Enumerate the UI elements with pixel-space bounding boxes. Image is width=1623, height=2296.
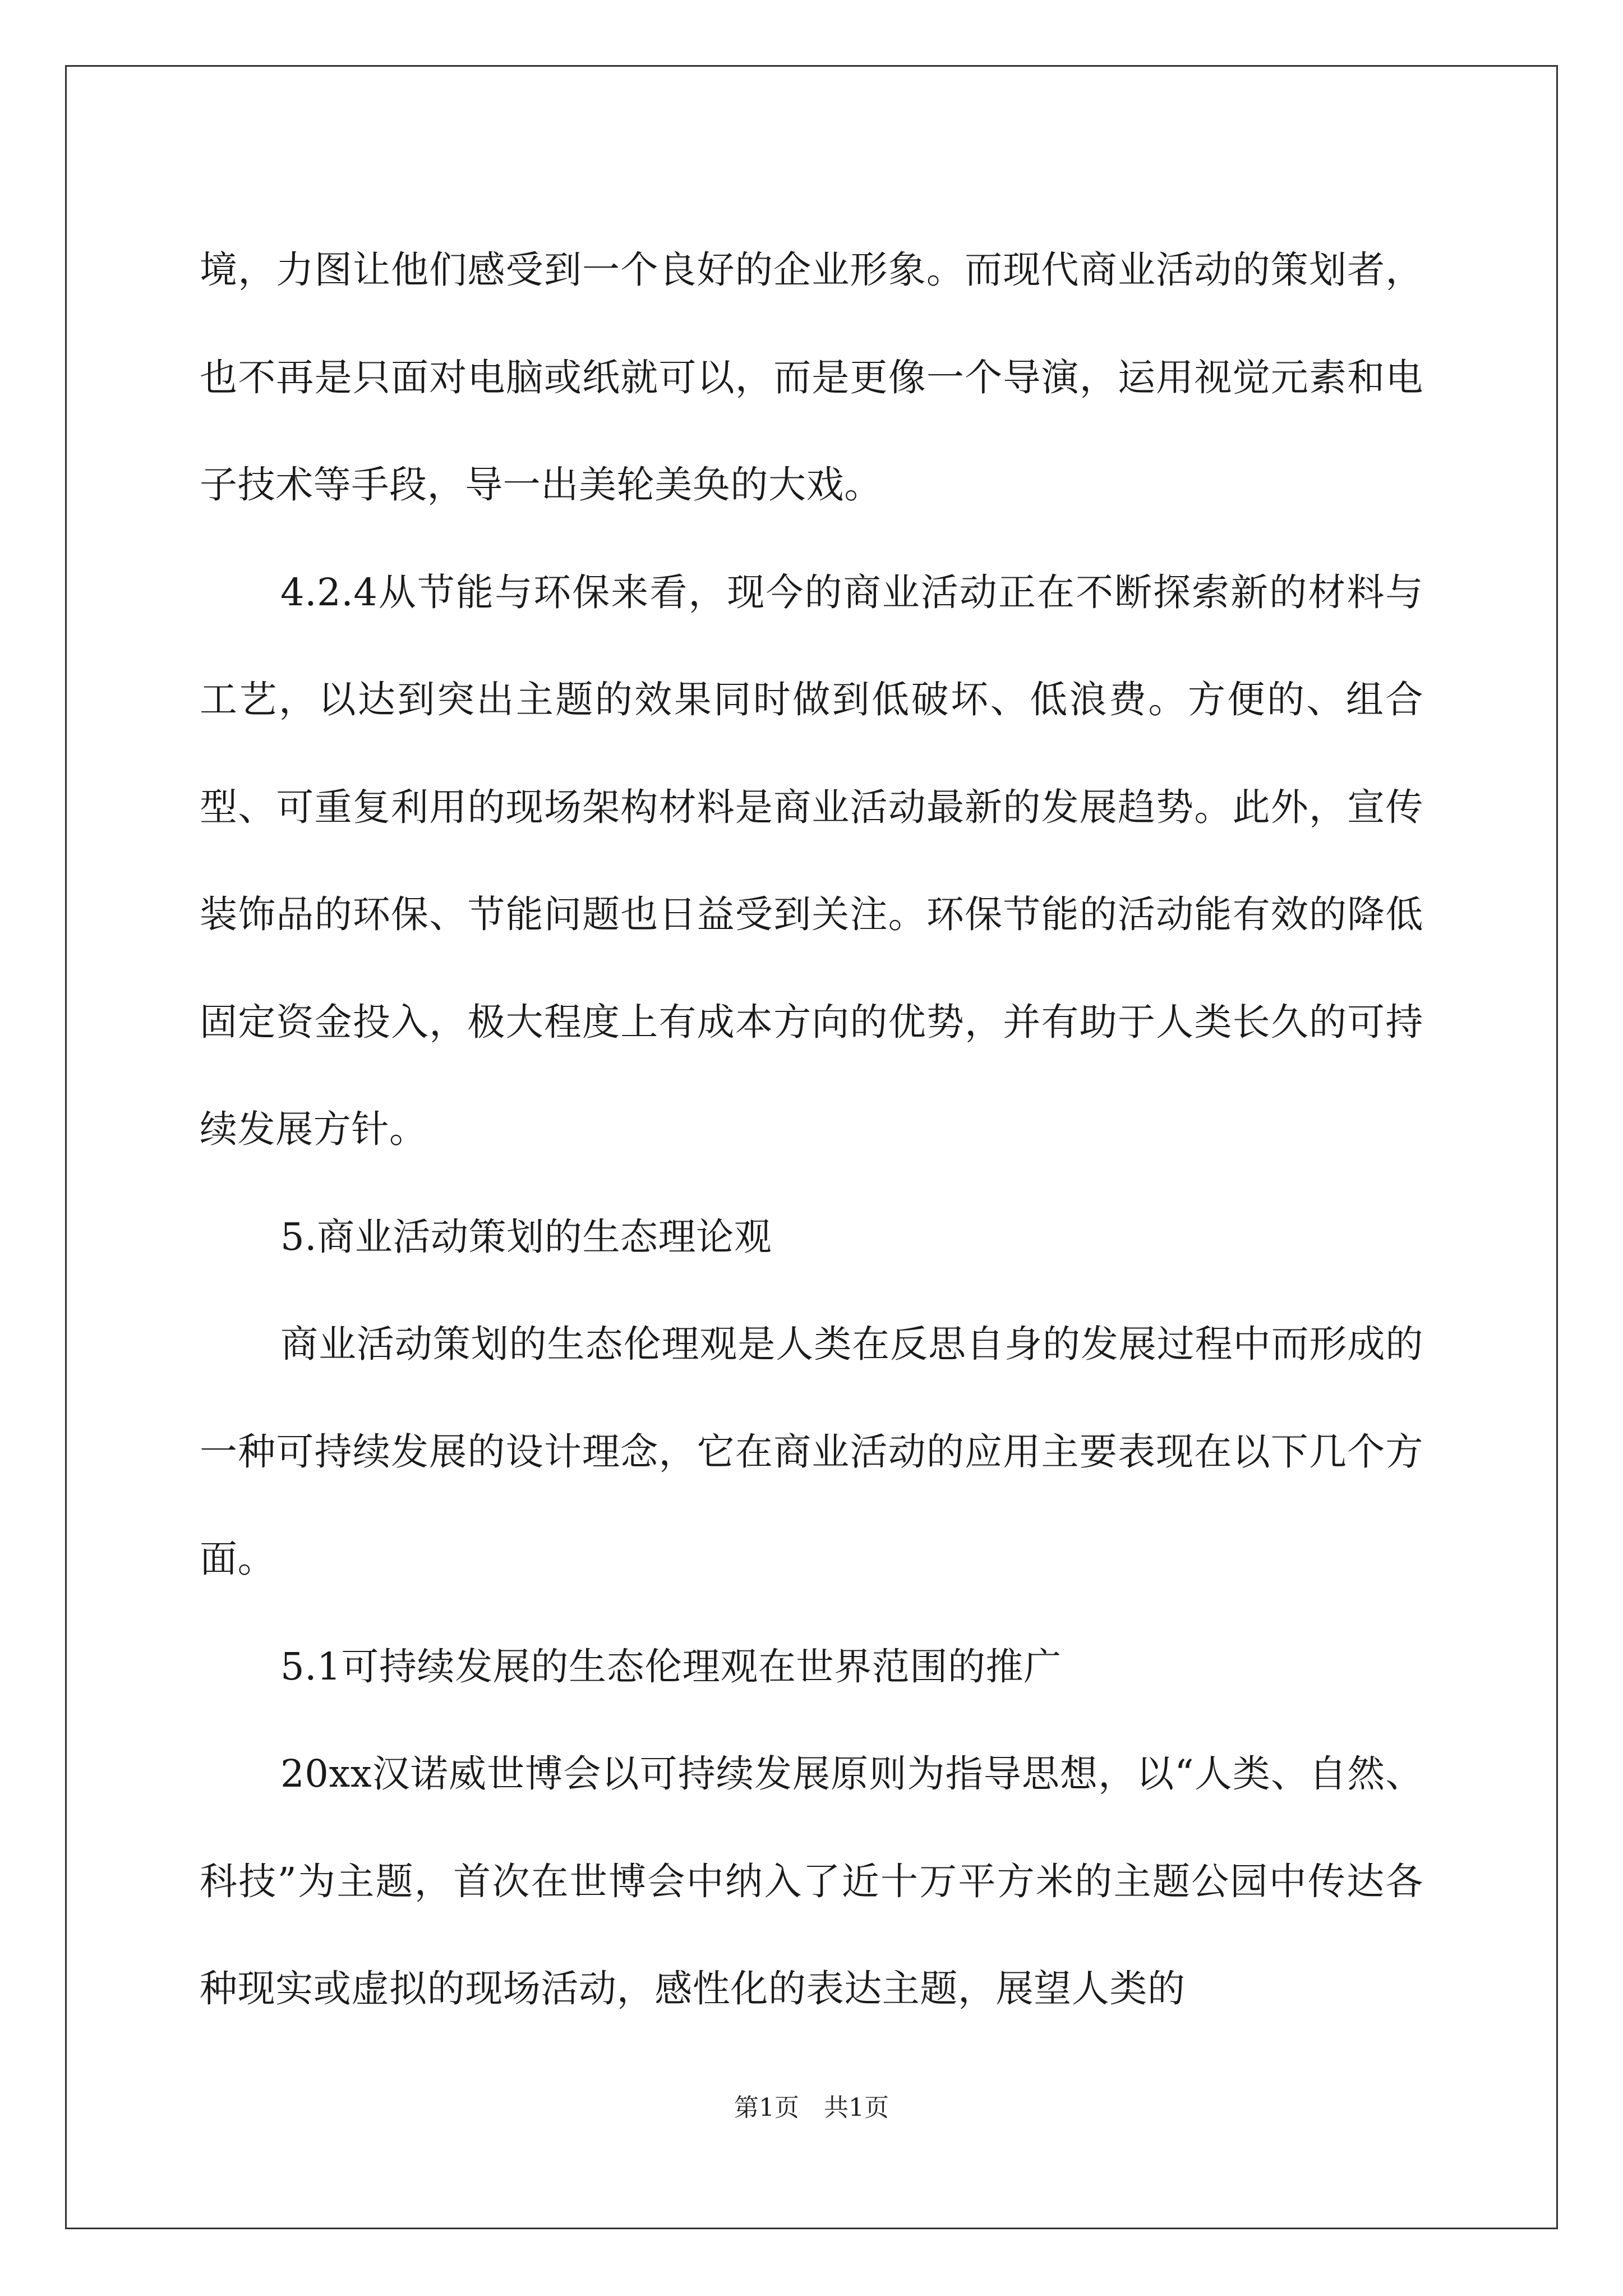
document-body [200,217,1423,2043]
paragraph: 商业活动策划的生态伦理观是人类在反思自身的发展过程中而形成的一种可持续发展的设计理念，它在商业活动的应用主要表现在以下几个方面。 [200,1322,1423,1581]
page-footer: 第1页 共1页 [734,2093,889,2122]
paragraph: 4.2.4从节能与环保来看，现今的商业活动正在不断探索新的材料与工艺，以达到突出主题的效果同时做到低破坏、低浪费。方便的、组合型、可重复利用的现场架构材料是商业活动最新的发展趋势。此外，宣传装饰品的环保、节能问题也日益受到关注。环保节能的活动能有效的降低固定资金投入，极大程度上有成本方向的优势，并有助于人类长久的可持续发展方针。 [200,570,1423,1151]
paragraph: 20xx汉诺威世博会以可持续发展原则为指导思想，以“人类、自然、科技”为主题，首次在世博会中纳入了近十万平方米的主题公园中传达各种现实或虚拟的现场活动，感性化的表达主题，展望人类的 [200,1752,1423,2010]
subsection-heading: 5.1可持续发展的生态伦理观在世界范围的推广 [280,1644,1062,1688]
section-heading: 5.商业活动策划的生态理论观 [280,1214,772,1259]
paragraph: 境，力图让他们感受到一个良好的企业形象。而现代商业活动的策划者，也不再是只面对电脑或纸就可以，而是更像一个导演，运用视觉元素和电子技术等手段，导一出美轮美奂的大戏。 [200,248,1423,507]
